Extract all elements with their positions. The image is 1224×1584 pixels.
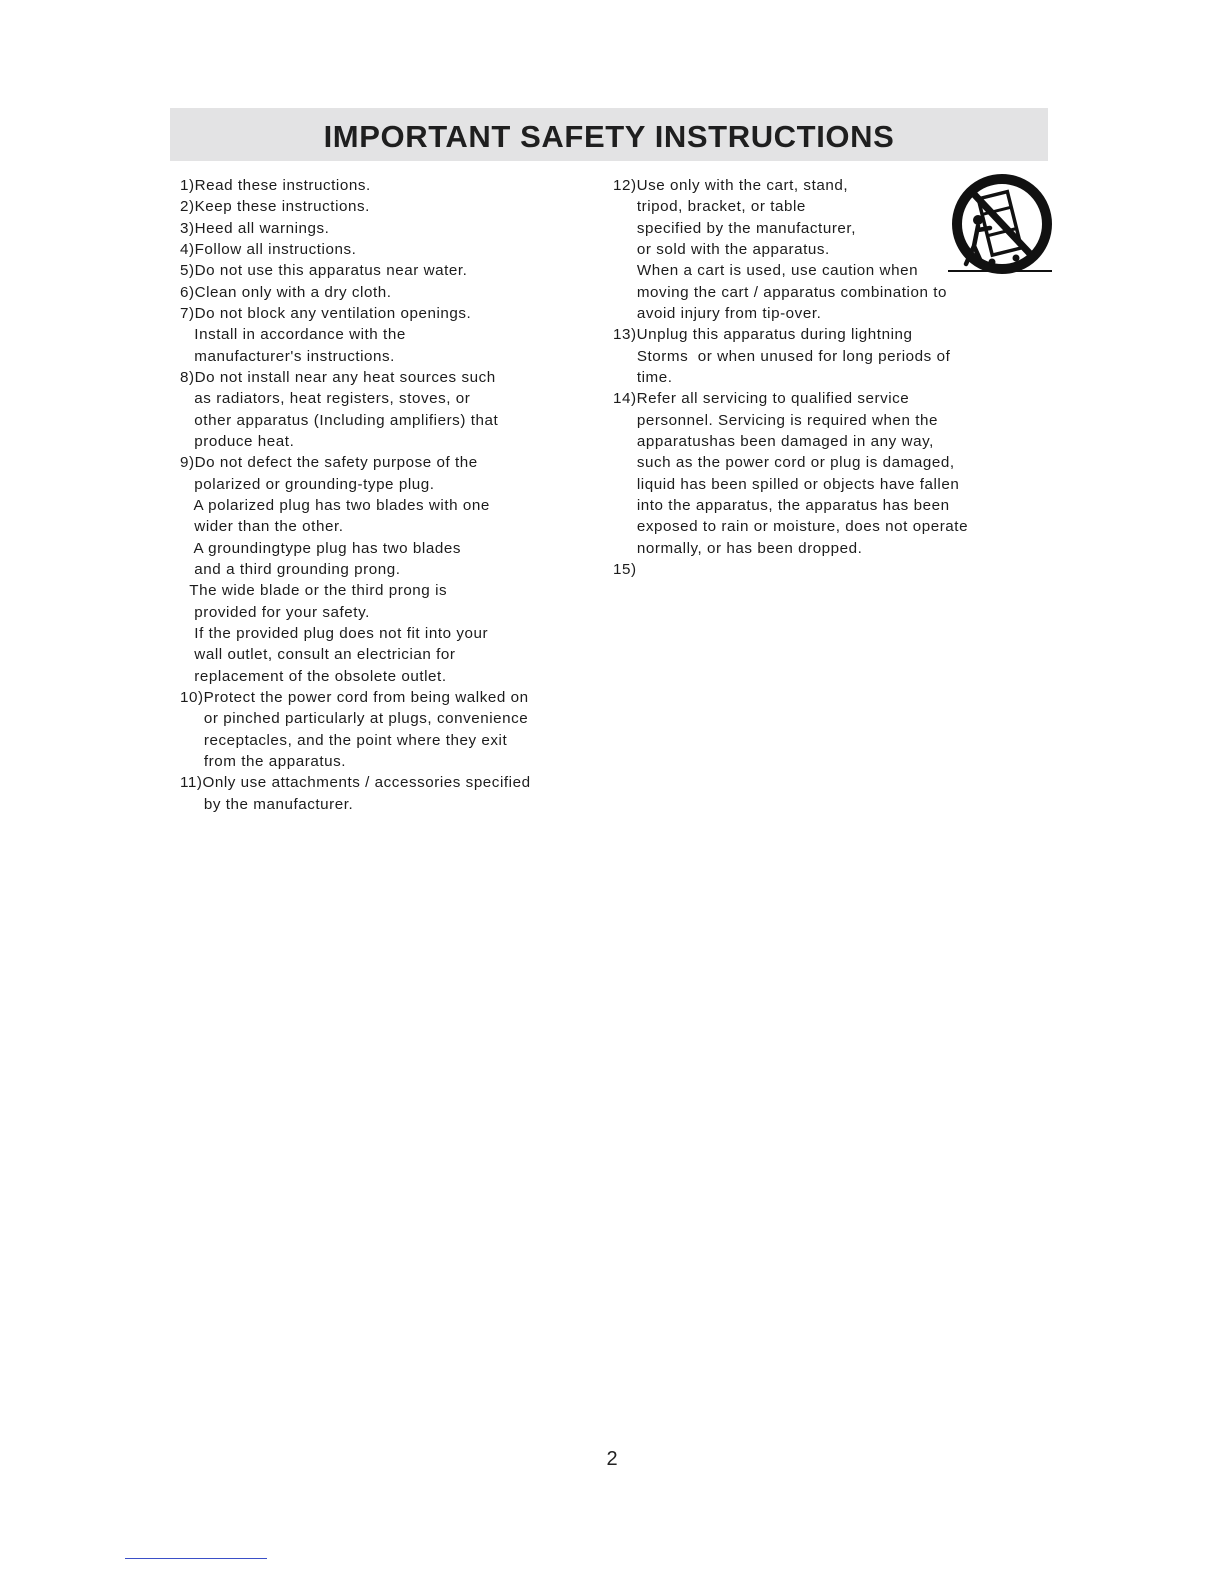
page-title: IMPORTANT SAFETY INSTRUCTIONS [323,119,895,154]
instruction-line: from the apparatus. [180,752,346,770]
instruction-line: polarized or grounding-type plug. [180,475,435,493]
instruction-line: time. [613,368,673,386]
instruction-line: Storms or when unused for long periods of [613,347,951,365]
title-banner [170,108,1048,161]
instruction-line: or pinched particularly at plugs, convenience [180,710,529,728]
instruction-line: avoid injury from tip-over. [613,304,822,322]
instruction-line: tripod, bracket, or table [613,198,806,216]
instruction-line: 15) [613,560,637,578]
instructions-left-column [180,175,580,815]
instruction-line: into the apparatus, the apparatus has been [613,496,950,514]
instruction-line: specified by the manufacturer, [613,219,856,237]
instruction-line: 9)Do not defect the safety purpose of the [180,454,478,472]
instruction-line: and a third grounding prong. [180,560,401,578]
instruction-line: wider than the other. [180,518,344,536]
instruction-line: 6)Clean only with a dry cloth. [180,283,392,301]
instruction-line: as radiators, heat registers, stoves, or [180,390,471,408]
instruction-line: replacement of the obsolete outlet. [180,667,447,685]
instruction-line: 12)Use only with the cart, stand, [613,177,849,194]
instruction-line: liquid has been spilled or objects have fallen [613,475,960,493]
instruction-line: such as the power cord or plug is damaged, [613,454,955,472]
instruction-line: or sold with the apparatus. [613,240,830,258]
instruction-line: 4)Follow all instructions. [180,240,357,258]
instruction-line: moving the cart / apparatus combination to [613,283,947,301]
instruction-line: A polarized plug has two blades with one [180,496,490,514]
instruction-line: 3)Heed all warnings. [180,219,330,237]
instruction-line: provided for your safety. [180,603,370,621]
instruction-line: 8)Do not install near any heat sources such [180,368,496,386]
instruction-line: Install in accordance with the [180,326,406,344]
instruction-line: personnel. Servicing is required when the [613,411,938,429]
instruction-line: by the manufacturer. [180,795,354,813]
instruction-line: 10)Protect the power cord from being walked on [180,688,529,706]
page-number: 2 [606,1448,618,1470]
instruction-line: 11)Only use attachments / accessories specified [180,774,531,792]
instruction-line: 13)Unplug this apparatus during lightning [613,326,913,344]
instruction-line: If the provided plug does not fit into your [180,624,489,642]
instruction-line: normally, or has been dropped. [613,539,863,557]
instruction-line: A groundingtype plug has two blades [180,539,461,557]
instruction-line: 7)Do not block any ventilation openings. [180,304,472,322]
instruction-line: 14)Refer all servicing to qualified service [613,390,910,408]
instruction-line: apparatushas been damaged in any way, [613,432,934,450]
instruction-line: other apparatus (Including amplifiers) that [180,411,499,429]
instruction-line: When a cart is used, use caution when [613,262,919,280]
instruction-line: 5)Do not use this apparatus near water. [180,262,468,280]
instruction-line: exposed to rain or moisture, does not operate [613,518,969,536]
instruction-line: produce heat. [180,432,295,450]
instruction-line: manufacturer's instructions. [180,347,395,365]
instruction-line: 1)Read these instructions. [180,177,371,194]
instruction-line: wall outlet, consult an electrician for [180,646,456,664]
footer-rule [125,1558,267,1559]
instruction-line: The wide blade or the third prong is [180,582,448,600]
instruction-line: receptacles, and the point where they exit [180,731,508,749]
cart-tip-over-warning-icon [948,172,1056,280]
instruction-line: 2)Keep these instructions. [180,198,370,216]
